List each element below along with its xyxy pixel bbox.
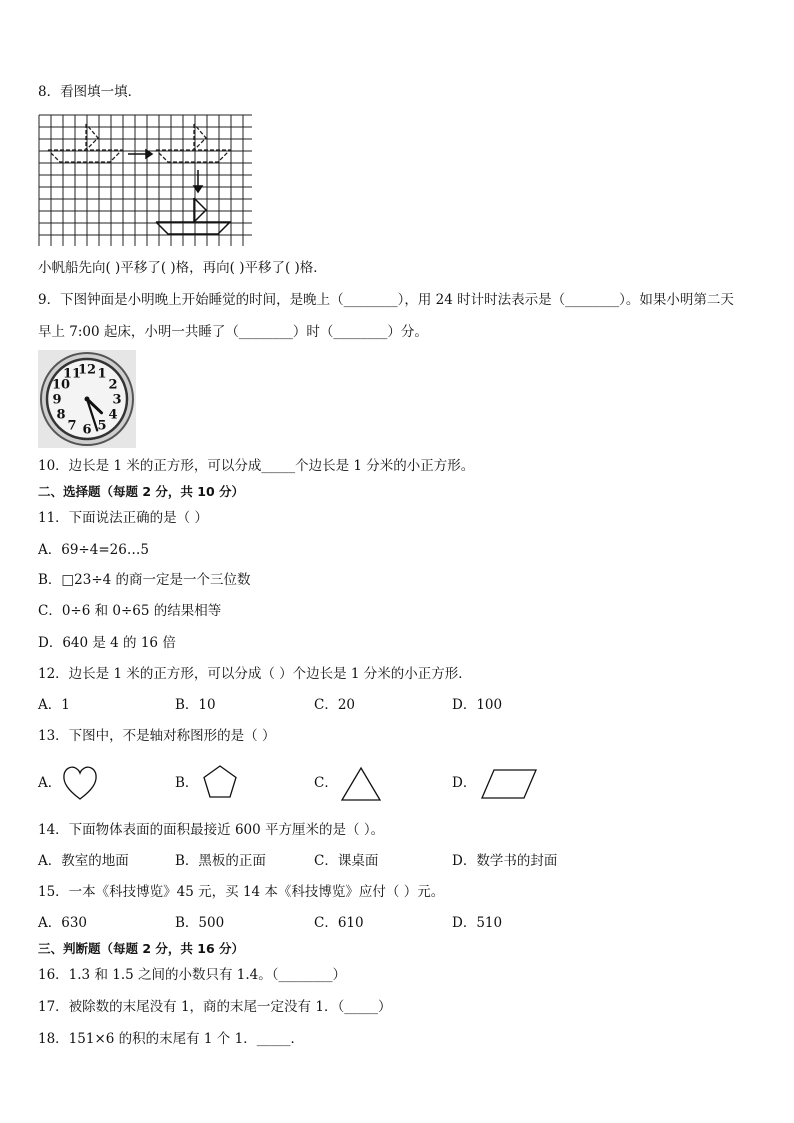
boat-sail-bottom	[194, 198, 206, 222]
q10-text: 10．边长是 1 米的正方形，可以分成_____个边长是 1 分米的小正方形。	[38, 458, 475, 474]
q9-line1: 9．下图钟面是小明晚上开始睡觉的时间，是晚上（________），用 24 时计时法表示是（________）。如果小明第二天	[38, 292, 734, 308]
clock-number: 5	[97, 418, 107, 434]
q14-option-c: C．课桌面	[314, 853, 379, 869]
q8-caption: 小帆船先向( )平移了( )格，再向( )平移了( )格．	[38, 260, 327, 276]
boat-sail-right	[194, 124, 206, 150]
q11-stem: 11．下面说法正确的是（ ）	[38, 510, 208, 526]
q8-grid-figure	[38, 114, 252, 246]
q8-title: 8．看图填一填．	[38, 84, 142, 100]
clock-number: 10	[51, 377, 71, 393]
q15-option-b: B．500	[175, 915, 225, 931]
heart-icon	[62, 764, 98, 802]
q17-text: 17．被除数的末尾没有 1，商的末尾一定没有 1．（_____）	[38, 999, 392, 1015]
clock-number: 3	[112, 392, 122, 408]
q15-option-a: A．630	[38, 915, 88, 931]
q15-option-d: D．510	[452, 915, 503, 931]
q11-option-c: C．0÷6 和 0÷65 的结果相等	[38, 603, 222, 619]
q12-option-d: D．100	[452, 697, 503, 713]
parallelogram-icon	[480, 768, 538, 800]
section2-heading: 二、选择题（每题 2 分，共 10 分）	[38, 484, 245, 499]
clock-number: 4	[108, 407, 118, 423]
q14-stem: 14．下面物体表面的面积最接近 600 平方厘米的是（ ）。	[38, 822, 385, 838]
q12-option-a: A．1	[38, 697, 70, 713]
q11-option-b: B．□23÷4 的商一定是一个三位数	[38, 572, 251, 588]
q11-option-a: A．69÷4=26…5	[38, 542, 149, 558]
q14-option-b: B．黑板的正面	[175, 853, 266, 869]
pentagon-icon	[202, 764, 238, 800]
q12-option-b: B．10	[175, 697, 216, 713]
clock-number: 12	[77, 362, 97, 378]
q15-option-c: C．610	[314, 915, 364, 931]
q15-stem: 15．一本《科技博览》45 元，买 14 本《科技博览》应付（ ）元。	[38, 884, 445, 900]
clock-face	[38, 350, 136, 448]
boat-sail-left	[86, 124, 98, 150]
triangle-icon	[340, 766, 382, 802]
q12-stem: 12．边长是 1 米的正方形，可以分成（ ）个边长是 1 分米的小正方形．	[38, 666, 472, 682]
clock-number: 2	[108, 377, 118, 393]
clock-number: 7	[67, 418, 77, 434]
clock-number: 9	[52, 392, 62, 408]
q12-option-c: C．20	[314, 697, 356, 713]
clock-number: 6	[82, 422, 92, 438]
q13-stem: 13．下图中，不是轴对称图形的是（ ）	[38, 728, 276, 744]
clock-number: 1	[97, 366, 107, 382]
section3-heading: 三、判断题（每题 2 分，共 16 分）	[38, 941, 245, 956]
q13-option-a: A．	[38, 775, 62, 791]
q13-option-d: D．	[452, 775, 477, 791]
clock-number: 11	[62, 366, 82, 382]
q14-option-d: D．数学书的封面	[452, 853, 558, 869]
q9-line2: 早上 7:00 起床，小明一共睡了（________）时（________）分。	[38, 324, 428, 340]
q13-option-b: B．	[175, 775, 199, 791]
q18-text: 18．151×6 的积的末尾有 1 个 1．_____．	[38, 1031, 304, 1047]
q13-option-c: C．	[314, 775, 338, 791]
clock-number: 8	[56, 407, 66, 423]
q14-option-a: A．教室的地面	[38, 853, 129, 869]
q11-option-d: D．640 是 4 的 16 倍	[38, 635, 176, 651]
q16-text: 16．1.3 和 1.5 之间的小数只有 1.4。（________）	[38, 967, 347, 983]
